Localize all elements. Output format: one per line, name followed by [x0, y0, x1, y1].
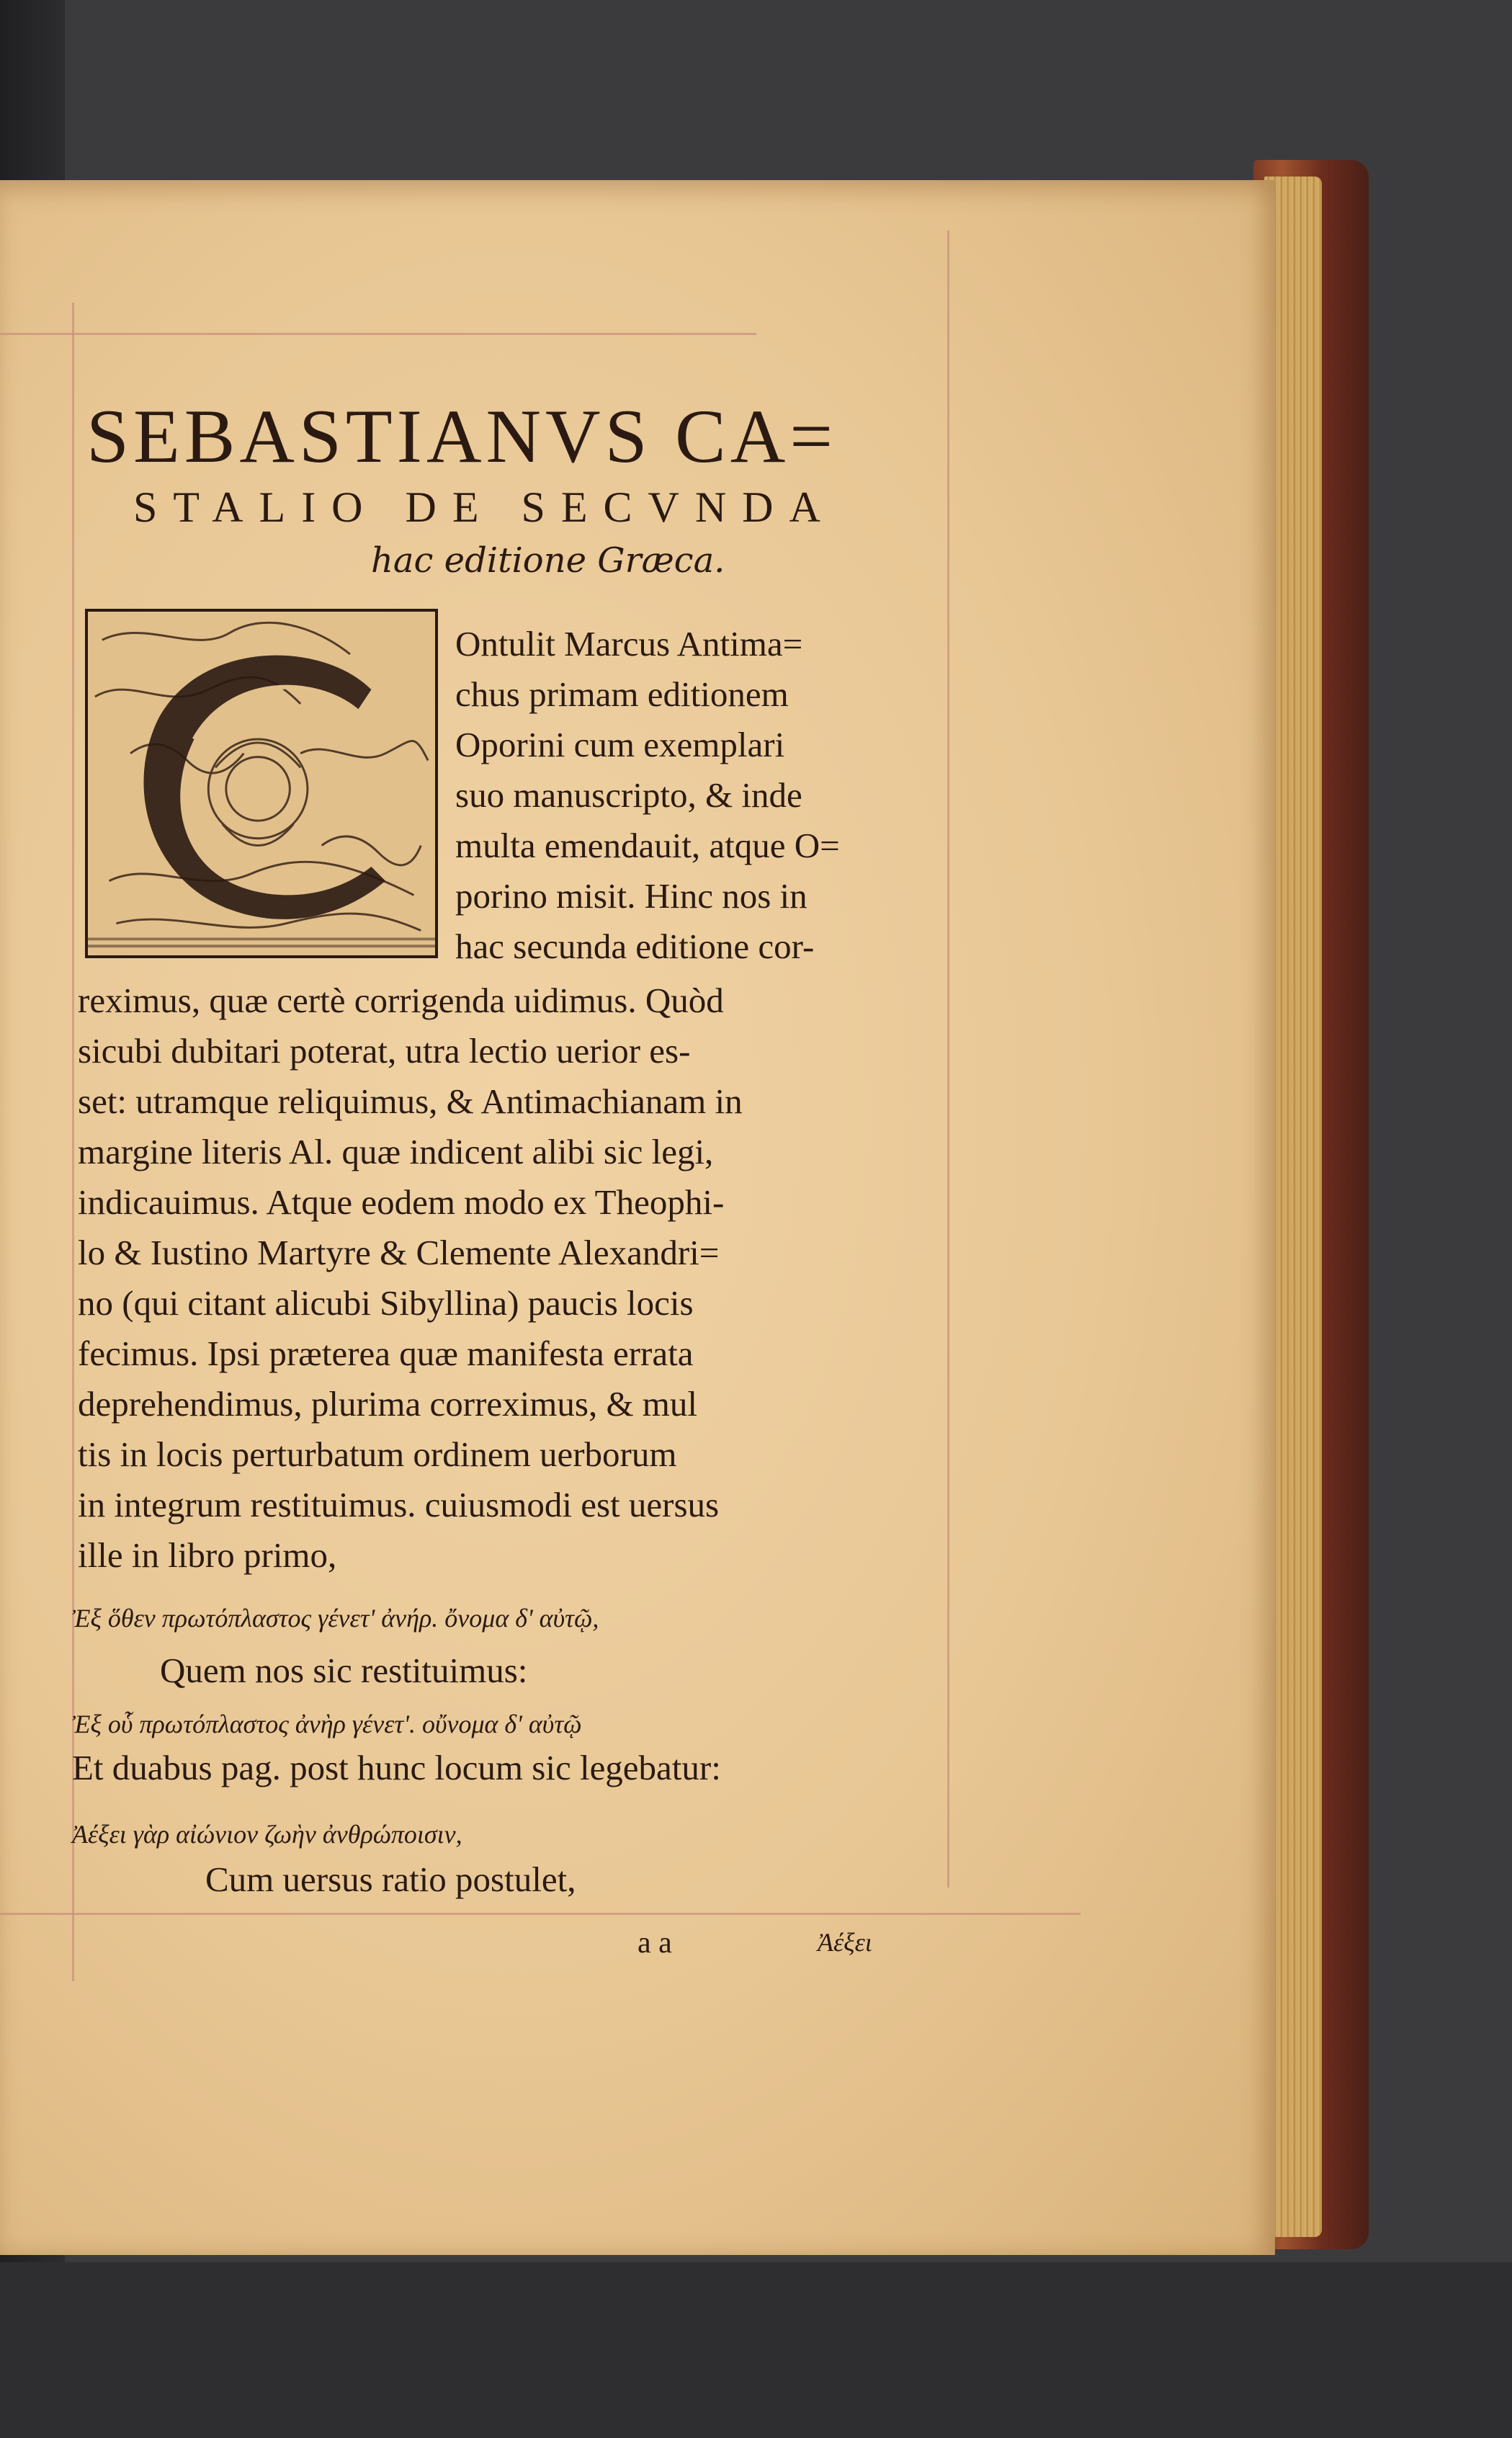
greek-verse-second: Ἀέξει γὰρ αἰώνιον ζωὴν ἀνθρώποισιν, [72, 1820, 462, 1849]
body-line: deprehendimus, plurima correximus, & mul [78, 1384, 698, 1424]
background-bottom [0, 2262, 1512, 2438]
heading-line-3: hac editione Græca. [371, 540, 725, 581]
ornamental-initial-icon [85, 609, 438, 958]
body-line: no (qui citant alicubi Sibyllina) paucis locis [78, 1283, 694, 1323]
body-line: set: utramque reliquimus, & Antimachianam in [78, 1081, 743, 1121]
margin-rule-right [947, 231, 949, 1888]
body-line: lo & Iustino Martyre & Clemente Alexandri= [78, 1233, 720, 1272]
margin-rule-top [0, 333, 756, 335]
heading-line-1: SEBASTIANVS CA= [86, 394, 838, 478]
body-line: multa emendauit, atque O= [455, 826, 840, 865]
margin-rule-bottom [0, 1913, 1081, 1915]
quote-intro-line: Quem nos sic restituimus: [160, 1651, 528, 1690]
greek-verse-original: Ἐξ ὅθεν πρωτόπλαστος γένετ' ἀνήρ. ὄνομα δ' αὐτῷ, [72, 1604, 599, 1633]
body-line: tis in locis perturbatum ordinem uerborum [78, 1434, 677, 1474]
signature-mark: a a [638, 1926, 672, 1960]
catchword: Ἀέξει [818, 1928, 872, 1957]
body-line: suo manuscripto, & inde [455, 775, 802, 815]
body-line: hac secunda editione cor- [455, 926, 815, 966]
body-line: sicubi dubitari poterat, utra lectio uerior es- [78, 1031, 691, 1071]
body-line: in integrum restituimus. cuiusmodi est uersus [78, 1485, 720, 1524]
body-line: Ontulit Marcus Antima= [455, 624, 803, 664]
body-line: Oporini cum exemplari [455, 725, 785, 764]
body-line: reximus, quæ certè corrigenda uidimus. Quòd [78, 981, 724, 1020]
body-line: fecimus. Ipsi præterea quæ manifesta errata [78, 1334, 694, 1373]
body-line: indicauimus. Atque eodem modo ex Theophi- [78, 1182, 725, 1222]
greek-verse-restored: Ἐξ οὗ πρωτόπλαστος ἀνὴρ γένετ'. οὔνομα δ' αὐτῷ [72, 1710, 582, 1738]
heading-line-2: STALIO DE SECVNDA [133, 483, 836, 531]
body-line: ille in libro primo, [78, 1535, 337, 1575]
body-line: chus primam editionem [455, 674, 789, 714]
body-line: porino misit. Hinc nos in [455, 876, 808, 916]
quote-intro-line: Et duabus pag. post hunc locum sic legebatur: [72, 1748, 721, 1787]
closing-line: Cum uersus ratio postulet, [205, 1859, 576, 1899]
body-line: margine literis Al. quæ indicent alibi sic legi, [78, 1132, 714, 1171]
